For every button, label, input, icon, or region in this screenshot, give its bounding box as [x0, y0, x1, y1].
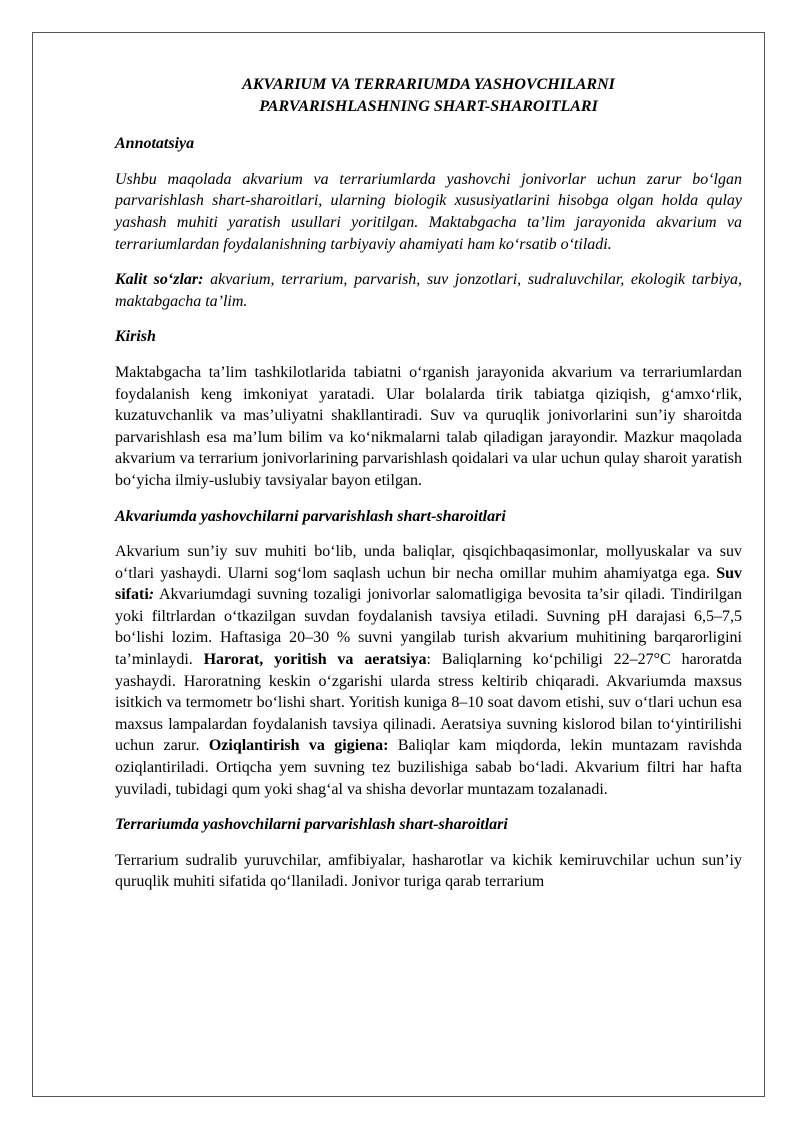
title-line-1: AKVARIUM VA TERRARIUMDA YASHOVCHILARNI [242, 76, 615, 93]
keywords-paragraph [115, 269, 742, 312]
aquarium-text-2: Akvariumdagi suvning tozaligi jonivorlar salomatligiga bevosita ta’sir qiladi. Tindirilgan yoki filtrlardan o‘tkazilgan suvdan foydalanish tavsiya etiladi. Suvning pH darajasi 6,5–7,5 bo‘lishi lozim. Haftasiga 20–30 % suvni yangilab turish akvarium muhitining barqarorligini ta’minlaydi. [115, 586, 742, 669]
annotation-text: Ushbu maqolada akvarium va terrariumlarda yashovchi jonivorlar uchun zarur bo‘lgan parvarishlash shart-sharoitlari, ularning biologik xususiyatlarini hisobga olgan holda qulay yashash muhiti yaratish usullari yoritilgan. Maktabgacha ta’lim jarayonida akvarium va terrariumlardan foydalanishning tarbiyaviy ahamiyati ham ko‘rsatib o‘tiladi. [115, 170, 742, 253]
document-body [115, 74, 742, 907]
feeding-label: Oziqlantirish va gigiena: [208, 737, 389, 755]
document-title [115, 74, 742, 117]
water-quality-label: Suv sifati [115, 564, 742, 604]
intro-text: Maktabgacha ta’lim tashkilotlarida tabiatni o‘rganish jarayonida akvarium va terrariumlardan foydalanish keng imkoniyat yaratadi. Ular bolalarda tirik tabiatga qiziqish, g‘amxo‘rlik, kuzatuvchanlik va mas’uliyatni shakllantiradi. Suv va quruqlik jonivorlarini sun’iy sharoitda parvarishlash esa ma’lum bilim va ko‘nikmalarni talab qiladigan jarayondir. Mazkur maqolada akvarium va terrarium jonivorlarining parvarishlash qoidalari va ular uchun qulay sharoit yaratish bo‘yicha ilmiy-uslubiy tavsiyalar bayon etilgan. [115, 363, 742, 489]
temperature-label: Harorat, yoritish va aeratsiya [203, 651, 427, 669]
terrarium-text: Terrarium sudralib yuruvchilar, amfibiyalar, hasharotlar va kichik kemiruvchilar uchun sun’iy quruqlik muhiti sifatida qo‘llaniladi. Jonivor turiga qarab terrarium [115, 851, 742, 891]
intro-heading: Kirish [115, 328, 156, 346]
aquarium-paragraph [115, 541, 742, 800]
water-quality-colon: : [148, 586, 155, 604]
terrarium-heading: Terrariumda yashovchilarni parvarishlash shart-sharoitlari [115, 816, 508, 834]
aquarium-text-1: Akvarium sun’iy suv muhiti bo‘lib, unda baliqlar, qisqichbaqasimonlar, mollyuskalar va suv o‘tlari yashaydi. Ularni sog‘lom saqlash uchun bir necha omillar muhim ahamiyatga ega. [115, 543, 742, 582]
aquarium-heading: Akvariumda yashovchilarni parvarishlash shart-sharoitlari [115, 507, 506, 525]
aquarium-text-4: Baliqlar kam miqdorda, lekin muntazam ravishda oziqlantiriladi. Ortiqcha yem suvning tez buzilishiga sabab bo‘ladi. Akvarium filtri har hafta yuviladi, tubidagi qum yoki shag‘al va shisha devorlar muntazam tozalanadi. [115, 737, 743, 798]
aquarium-text-3: : Baliqlarning ko‘pchiligi 22–27°C haroratda yashaydi. Haroratning keskin o‘zgarishi ularda stress keltirib chiqaradi. Akvariumda maxsus isitkich va termometr bo‘lishi shart. Yoritish kuniga 8–10 soat davom etishi, suv o‘tlari uchun esa maxsus lampalardan foydalanish tavsiya qilinadi. Aeratsiya suvning kislorod bilan to‘yintirilishi uchun zarur. [115, 651, 742, 755]
keywords-label: Kalit so‘zlar: [115, 271, 204, 289]
title-line-2: PARVARISHLASHNING SHART-SHAROITLARI [259, 97, 598, 115]
keywords-text: akvarium, terrarium, parvarish, suv jonzotlari, sudraluvchilar, ekologik tarbiya, maktabgacha ta’lim. [115, 271, 742, 310]
annotation-heading: Annotatsiya [115, 135, 195, 153]
